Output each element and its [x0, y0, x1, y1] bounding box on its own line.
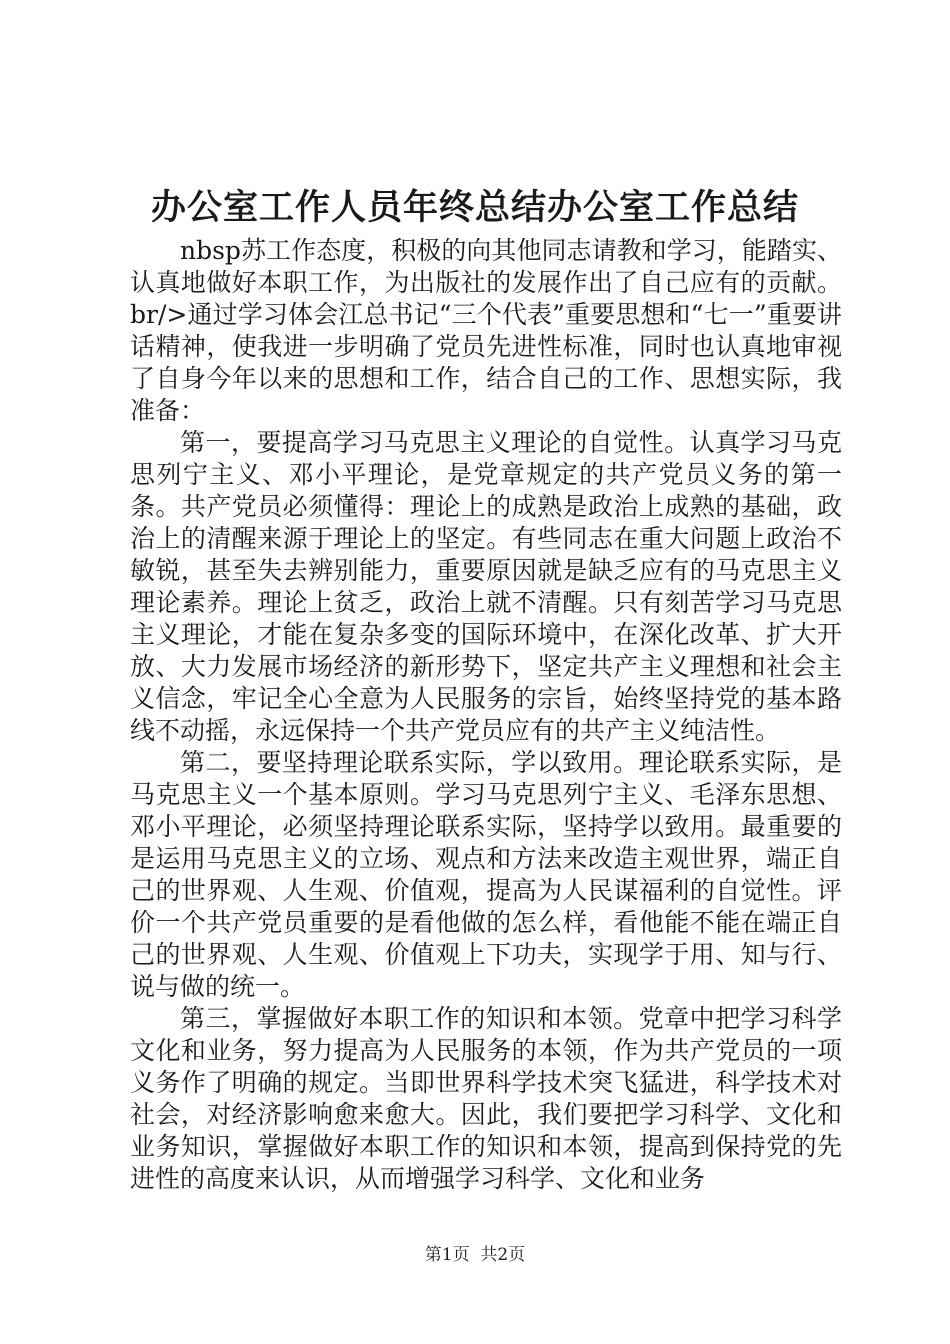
paragraph-second-point: 第二，要坚持理论联系实际，学以致用。理论联系实际，是马克思主义一个基本原则。学习马克思列宁主义、毛泽东思想、邓小平理论，必须坚持理论联系实际，坚持学以致用。最重要的是运用马克思主义的立场、观点和方法来改造主观世界，端正自己的世界观、人生观、价值观，提高为人民谋福利的自觉性。评价一个共产党员重要的是看他做的怎么样，看他能不能在端正自己的世界观、人生观、价值观上下功夫，实现学于用、知与行、说与做的统一。 [130, 748, 842, 1001]
page-total: 共2页 [480, 1245, 526, 1265]
document-title: 办公室工作人员年终总结办公室工作总结 [150, 187, 799, 228]
paragraph-intro: nbsp苏工作态度，积极的向其他同志请教和学习，能踏实、认真地做好本职工作，为出版社的发展作出了自己应有的贡献。br/>通过学习体会江总书记“三个代表”重要思想和“七一”重要讲话精神，使我进一步明确了党员先进性标准，同时也认真地审视了自身今年以来的思想和工作，结合自己的工作、思想实际，我准备： [130, 236, 842, 425]
paragraph-first-point: 第一，要提高学习马克思主义理论的自觉性。认真学习马克思列宁主义、邓小平理论，是党章规定的共产党员义务的第一条。共产党员必须懂得：理论上的成熟是政治上成熟的基础，政治上的清醒来源于理论上的坚定。有些同志在重大问题上政治不敏锐，甚至失去辨别能力，重要原因就是缺乏应有的马克思主义理论素养。理论上贫乏，政治上就不清醒。只有刻苦学习马克思主义理论，才能在复杂多变的国际环境中，在深化改革、扩大开放、大力发展市场经济的新形势下，坚定共产主义理想和社会主义信念，牢记全心全意为人民服务的宗旨，始终坚持党的基本路线不动摇，永远保持一个共产党员应有的共产主义纯洁性。 [130, 428, 842, 745]
page-footer [0, 1244, 950, 1266]
document-body [130, 235, 842, 1195]
paragraph-third-point: 第三，掌握做好本职工作的知识和本领。党章中把学习科学文化和业务，努力提高为人民服务的本领，作为共产党员的一项义务作了明确的规定。当即世界科学技术突飞猛进，科学技术对社会，对经济影响愈来愈大。因此，我们要把学习科学、文化和业务知识，掌握做好本职工作的知识和本领，提高到保持党的先进性的高度来认识，从而增强学习科学、文化和业务 [130, 1004, 842, 1193]
page-number: 第1页 [424, 1245, 470, 1265]
